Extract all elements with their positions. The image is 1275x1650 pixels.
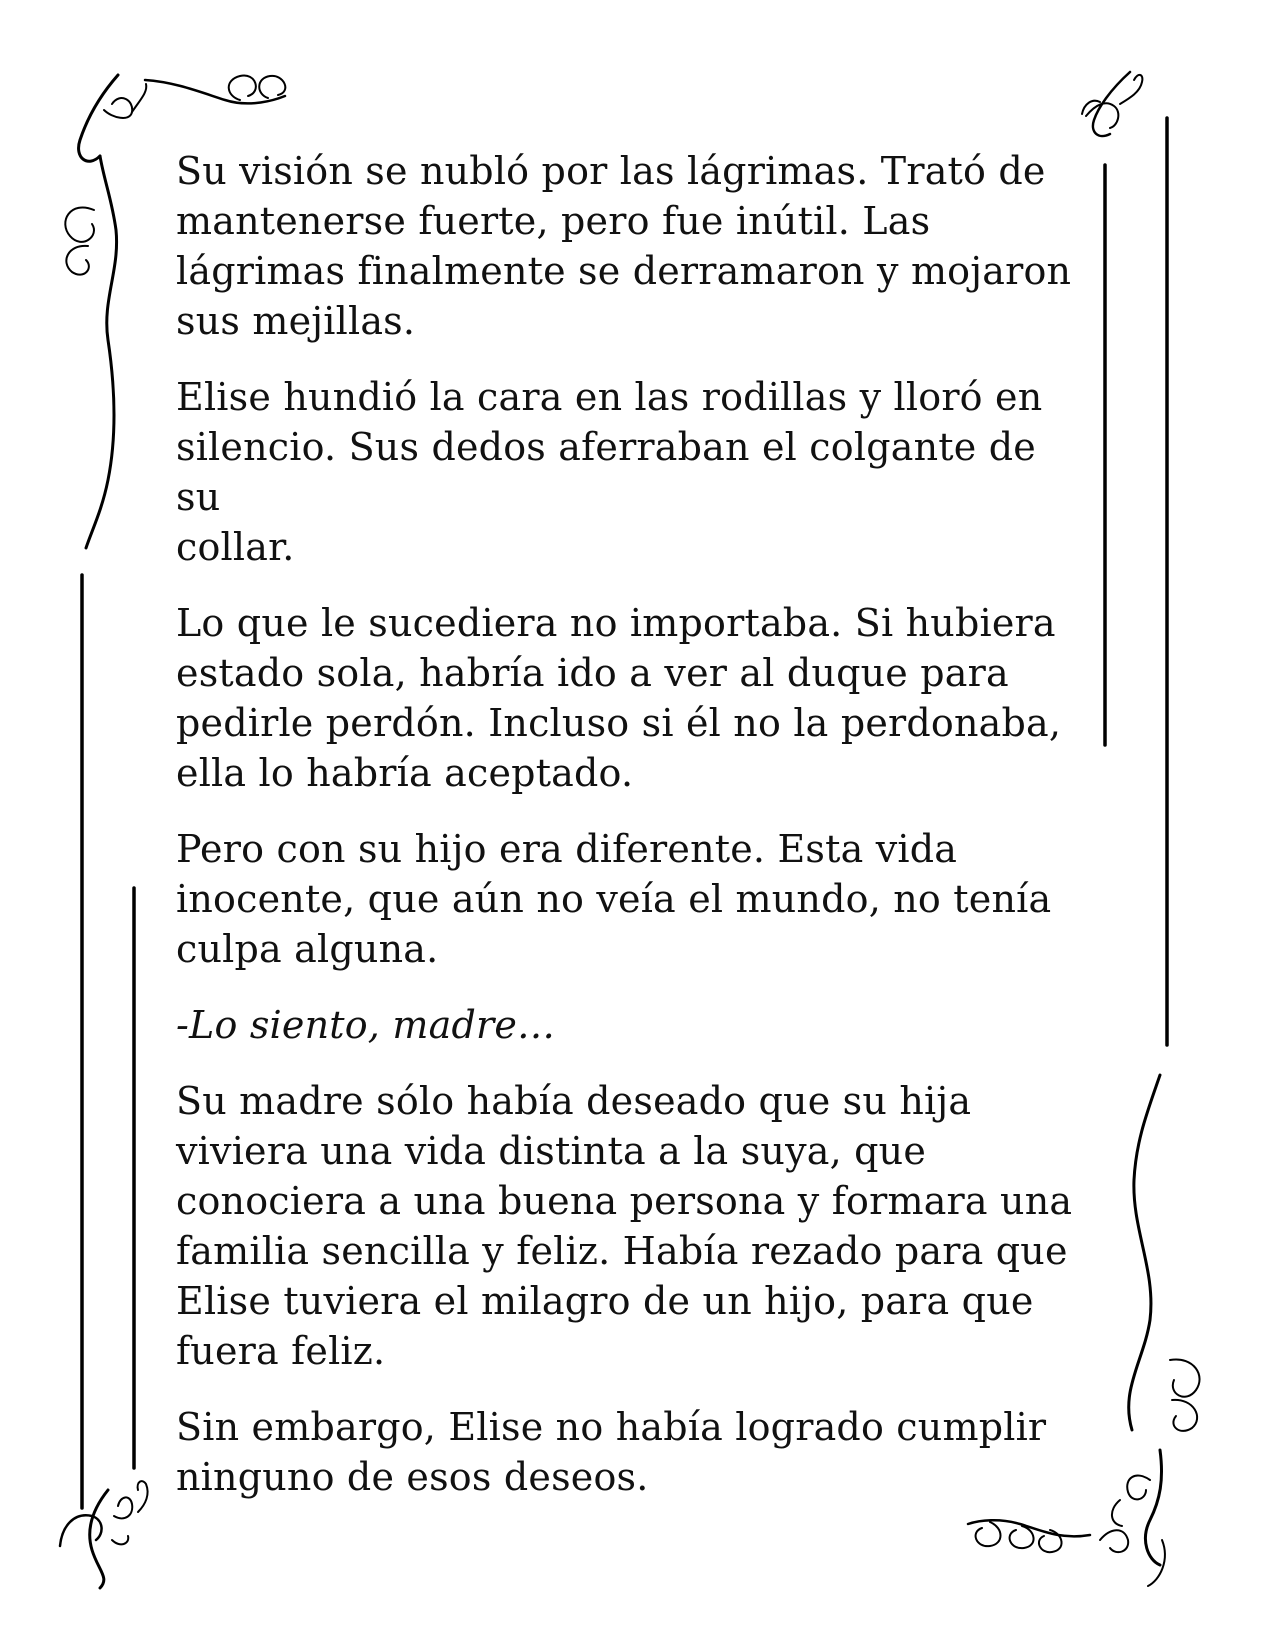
paragraph-1: Su visión se nubló por las lágrimas. Trató de mantenerse fuerte, pero fue inútil. Las lágrimas finalmente se derramaron y mojaron sus mejillas. (176, 149, 1072, 343)
paragraph-2: Elise hundió la cara en las rodillas y lloró en silencio. Sus dedos aferraban el colgante de su collar. (176, 375, 1043, 569)
paragraph-4: Pero con su hijo era diferente. Esta vida inocente, que aún no veía el mundo, no tenía culpa alguna. (176, 827, 1052, 971)
document-body (176, 146, 1076, 1528)
dialogue-line: -Lo siento, madre… (176, 1003, 556, 1047)
right-wave-flourish-icon (1129, 1075, 1200, 1431)
paragraph-6: Su madre sólo había deseado que su hija viviera una vida distinta a la suya, que conociera a una buena persona y formara una familia sencilla y feliz. Había rezado para que Elise tuviera el milagro de un hijo, para que fuera feliz. (176, 1079, 1073, 1373)
paragraph-7: Sin embargo, Elise no había logrado cumplir ninguno de esos deseos. (176, 1405, 1047, 1499)
top-right-flourish-icon (1082, 72, 1142, 136)
paragraph-3: Lo que le sucediera no importaba. Si hubiera estado sola, habría ido a ver al duque para pedirle perdón. Incluso si él no la perdonaba, ella lo habría aceptado. (176, 601, 1062, 795)
bottom-left-flourish-icon (60, 1481, 148, 1588)
